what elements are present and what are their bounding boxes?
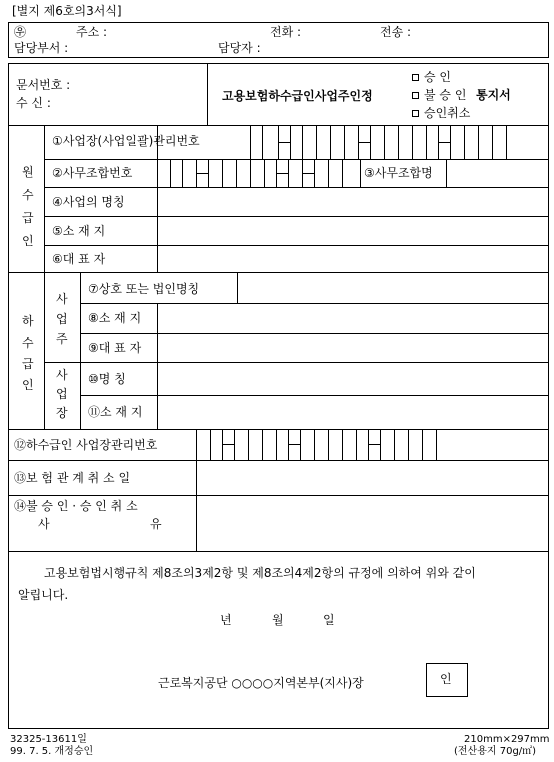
option-approve-label: 승 인: [424, 70, 451, 84]
footer-paper: (전산용지 70g/㎡): [454, 746, 537, 757]
field-sub-mgmt-number-label: ⑫하수급인 사업장관리번호: [14, 438, 158, 452]
recipient-label: 수 신 :: [16, 96, 51, 110]
option-approve[interactable]: [412, 70, 451, 84]
field-reason-label-line1: ⑭불 승 인 · 승 인 취 소: [14, 499, 138, 513]
issuer-label: 근로복지공단 ○○○○지역본부(지사)장: [158, 676, 364, 690]
field-mgmt-number-label: ①사업장(사업일괄)관리번호: [52, 134, 200, 148]
workplace-label-char: 사: [56, 368, 68, 382]
prime-label-char: 원: [22, 165, 34, 179]
field-reason-label-a: 사: [38, 517, 50, 531]
field-business-name-label: ④사업의 명칭: [52, 195, 125, 209]
seal-label: 인: [440, 672, 452, 686]
notice-title: 고용보험하수급인사업주인정: [222, 89, 373, 103]
union-name-label: ③사무조합명: [364, 166, 433, 180]
sub-label-char: 인: [22, 378, 34, 392]
form-label: [별지 제6호의3서식]: [12, 4, 122, 18]
prime-label-char: 급: [22, 211, 34, 225]
field-reason-label-b: 유: [150, 517, 162, 531]
address-label: 주소 :: [76, 25, 108, 39]
notice-line2: 알립니다.: [18, 588, 69, 602]
option-reject-label: 불 승 인: [424, 88, 467, 102]
field-sub-representative-label: ⑨대 표 자: [88, 341, 142, 355]
field-union-number-label: ②사무조합번호: [52, 166, 133, 180]
option-cancel[interactable]: [412, 106, 470, 120]
notice-line1: 고용보험법시행규칙 제8조의3제2항 및 제8조의4제2항의 규정에 의하여 위와 같이: [44, 566, 476, 580]
doc-number-label: 문서번호 :: [16, 78, 71, 92]
workplace-label-char: 장: [56, 406, 68, 420]
person-label: 담당자 :: [218, 41, 261, 55]
dept-label: 담당부서 :: [14, 41, 69, 55]
date-year-label: 년: [220, 613, 232, 627]
checkbox-icon: [412, 74, 419, 81]
prime-label-char: 수: [22, 188, 34, 202]
field-workplace-location-label: ⑪소 재 지: [88, 405, 143, 419]
fax-label: 전송 :: [380, 25, 412, 39]
sub-label-char: 하: [22, 314, 34, 328]
phone-label: 전화 :: [270, 25, 302, 39]
field-sub-location-label: ⑧소 재 지: [88, 311, 142, 325]
sub-label-char: 수: [22, 336, 34, 350]
date-day-label: 일: [323, 613, 335, 627]
title-suffix: 통지서: [476, 88, 511, 102]
footer-size: 210mm×297mm: [464, 734, 550, 745]
footer-code: 32325-13611일: [10, 734, 87, 745]
form-border: [8, 63, 549, 729]
footer-approval: 99. 7. 5. 개정승인: [10, 746, 94, 757]
field-location-label: ⑤소 재 지: [52, 224, 106, 238]
employer-label-char: 주: [56, 332, 68, 346]
field-workplace-name-label: ⑩명 칭: [88, 372, 126, 386]
sub-label-char: 급: [22, 357, 34, 371]
prime-label-char: 인: [22, 234, 34, 248]
workplace-label-char: 업: [56, 387, 68, 401]
field-representative-label: ⑥대 표 자: [52, 252, 106, 266]
option-reject[interactable]: [412, 88, 466, 102]
checkbox-icon: [412, 110, 419, 117]
postal-mark: ㉾: [14, 25, 27, 39]
option-cancel-label: 승인취소: [424, 106, 471, 120]
field-company-name-label: ⑦상호 또는 법인명칭: [88, 282, 200, 296]
employer-label-char: 사: [56, 292, 68, 306]
employer-label-char: 업: [56, 312, 68, 326]
checkbox-icon: [412, 92, 419, 99]
field-insurance-end-label: ⑬보 험 관 계 취 소 일: [14, 471, 131, 485]
date-month-label: 월: [272, 613, 284, 627]
